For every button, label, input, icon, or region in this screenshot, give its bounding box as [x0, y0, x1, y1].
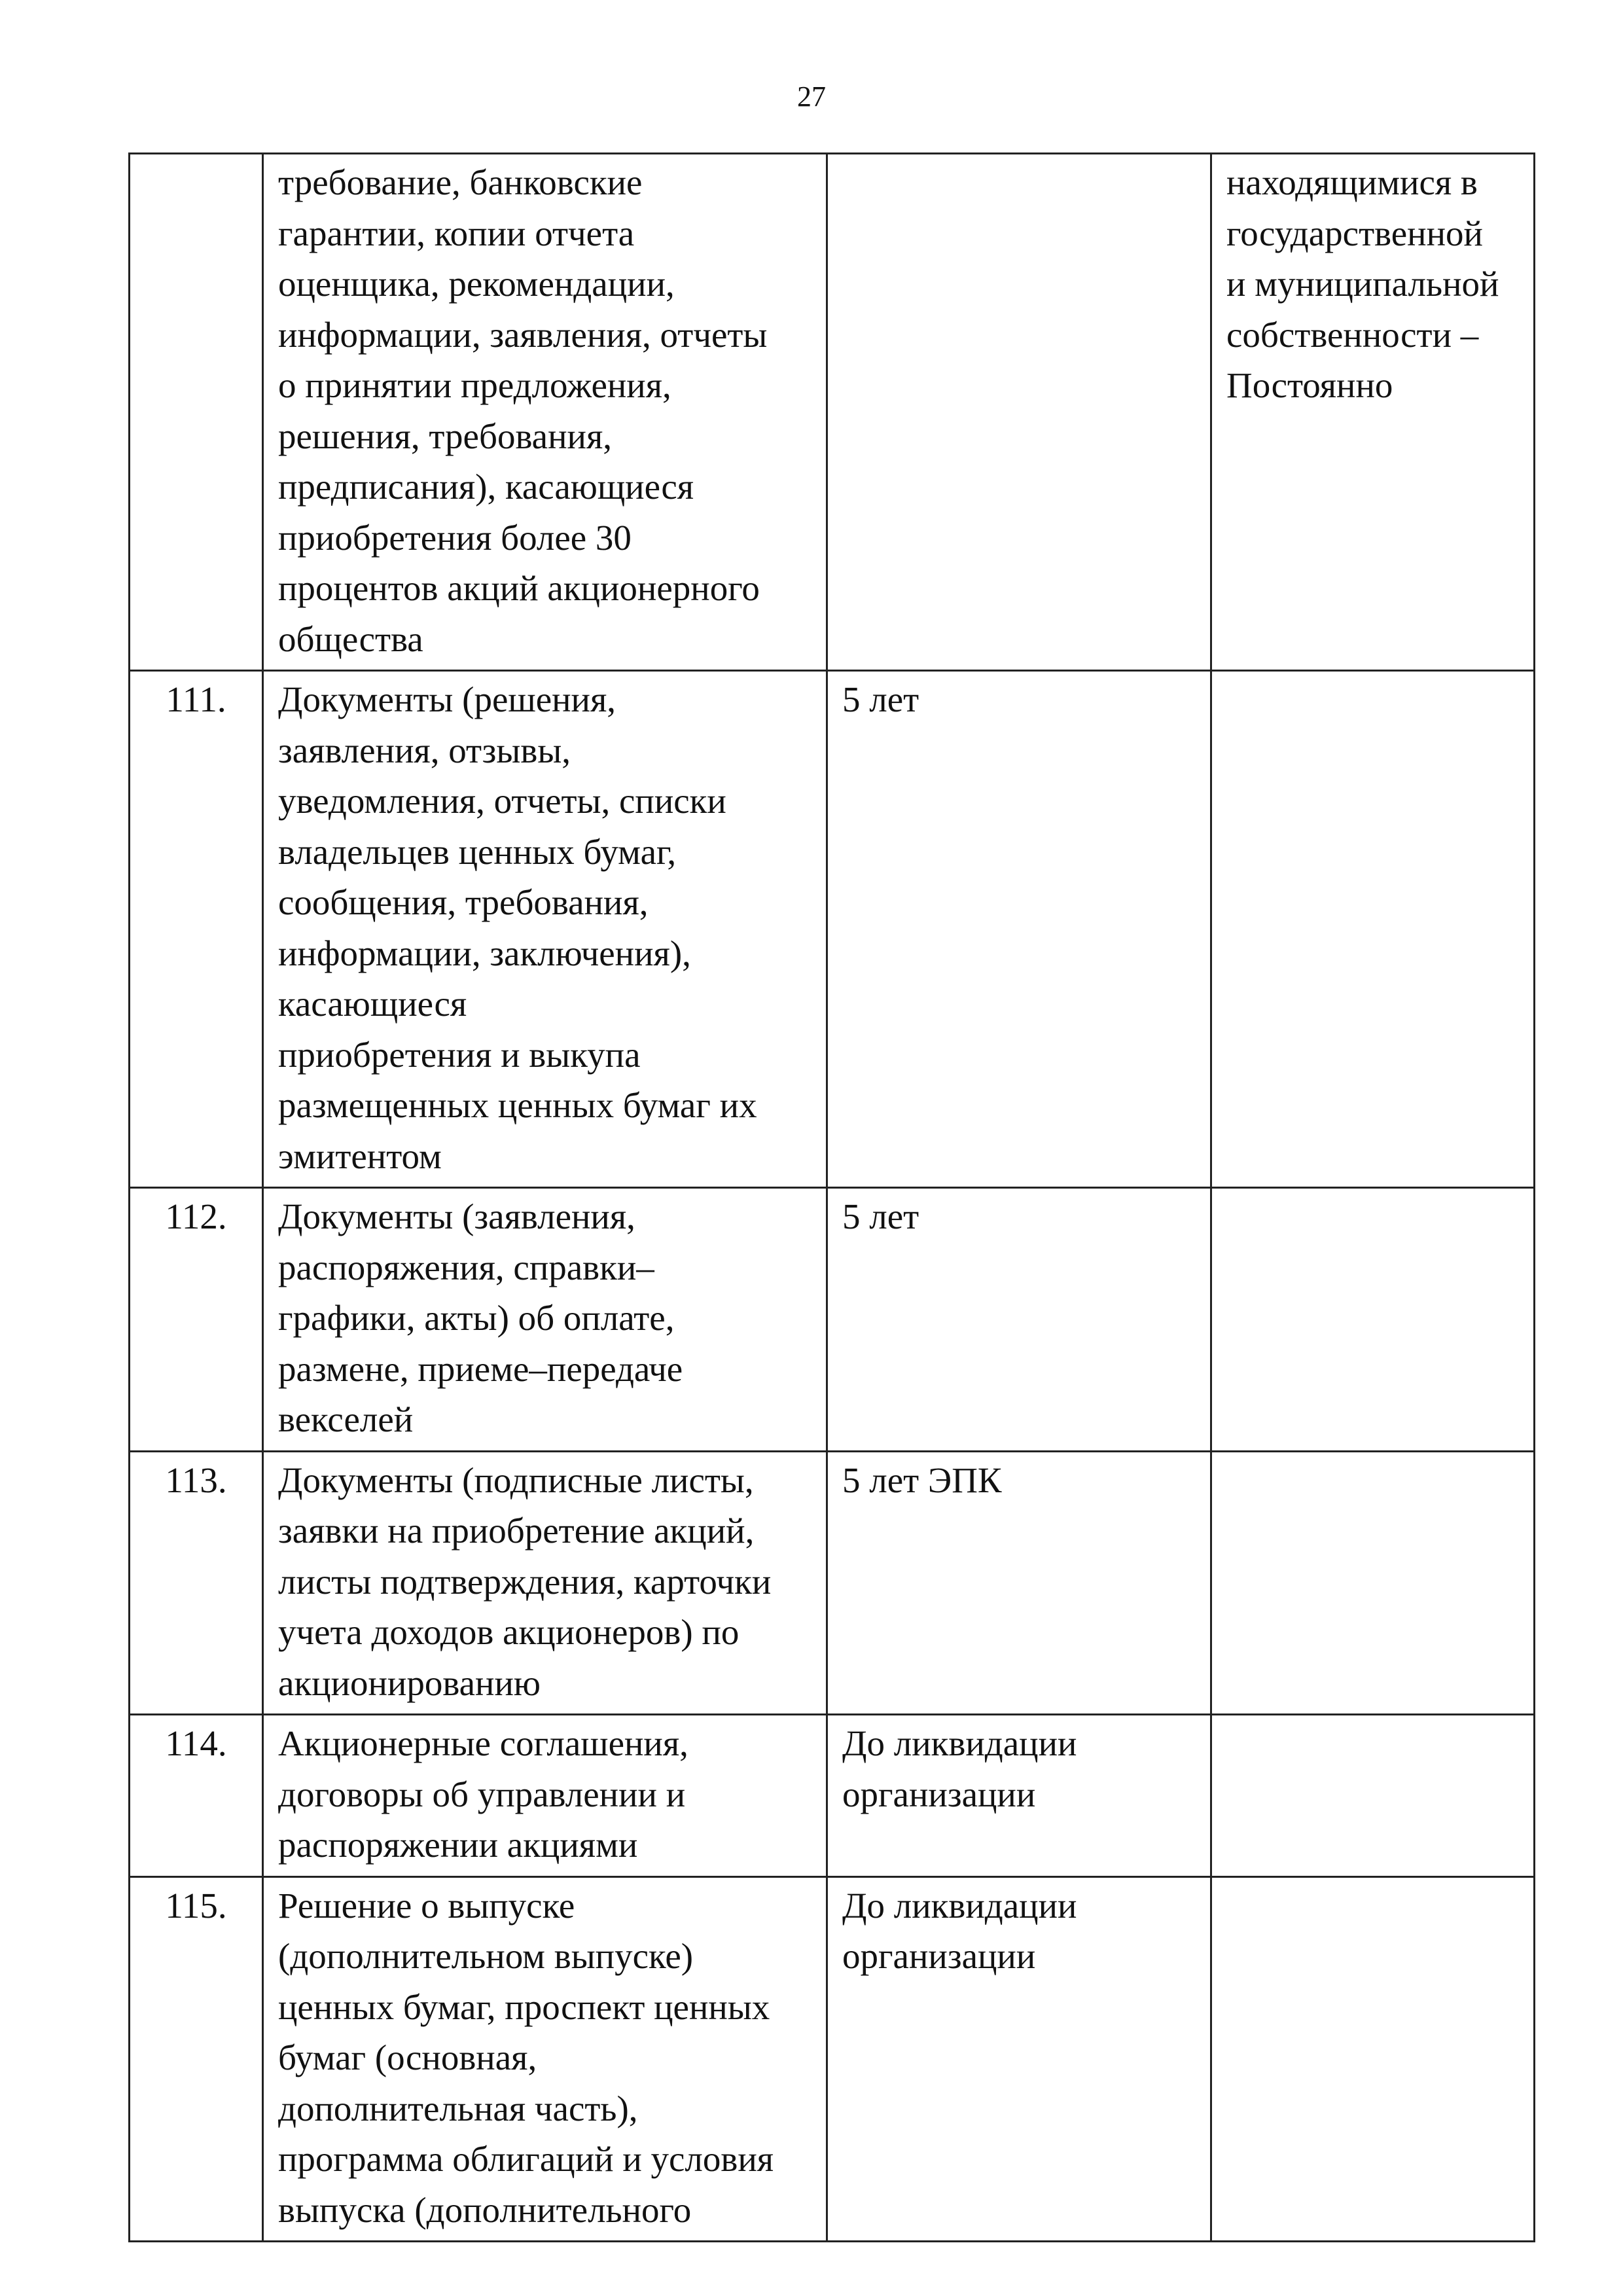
document-type-cell: Решение о выпуске (дополнительном выпуске) ценных бумаг, проспект ценных бумаг (основная, дополнительная часть), программа облигаций и условия выпуска (дополнительного: [263, 1876, 827, 2242]
table-row: [130, 1876, 1535, 2242]
page-number: 27: [797, 81, 826, 113]
table-row: [130, 1715, 1535, 1877]
row-number-cell: 112.: [130, 1188, 263, 1452]
retention-term-cell: До ликвидации организации: [827, 1715, 1211, 1877]
row-number-cell: 114.: [130, 1715, 263, 1877]
document-type-cell: Акционерные соглашения, договоры об управлении и распоряжении акциями: [263, 1715, 827, 1877]
row-number-cell: 111.: [130, 671, 263, 1188]
table-row: [130, 671, 1535, 1188]
note-cell: [1211, 1715, 1535, 1877]
note-cell: [1211, 1451, 1535, 1715]
document-type-cell: требование, банковские гарантии, копии отчета оценщика, рекомендации, информации, заявления, отчеты о принятии предложения, решения, требования, предписания), касающиеся приобретения более 30 процентов акций акционерного общества: [263, 154, 827, 671]
retention-schedule-table: [128, 152, 1535, 2242]
retention-term-cell: 5 лет: [827, 1188, 1211, 1452]
note-cell: [1211, 671, 1535, 1188]
retention-term-cell: 5 лет ЭПК: [827, 1451, 1211, 1715]
document-type-cell: Документы (заявления, распоряжения, справки– графики, акты) об оплате, размене, приеме–передаче векселей: [263, 1188, 827, 1452]
row-number-cell: [130, 154, 263, 671]
table-row: [130, 1188, 1535, 1452]
row-number-cell: 113.: [130, 1451, 263, 1715]
table-row: [130, 1451, 1535, 1715]
document-type-cell: Документы (решения, заявления, отзывы, уведомления, отчеты, списки владельцев ценных бумаг, сообщения, требования, информации, заключения), касающиеся приобретения и выкупа размещенных ценных бумаг их эмитентом: [263, 671, 827, 1188]
note-cell: находящимися в государственной и муниципальной собственности – Постоянно: [1211, 154, 1535, 671]
retention-term-cell: 5 лет: [827, 671, 1211, 1188]
note-cell: [1211, 1876, 1535, 2242]
retention-term-cell: [827, 154, 1211, 671]
document-type-cell: Документы (подписные листы, заявки на приобретение акций, листы подтверждения, карточки учета доходов акционеров) по акционированию: [263, 1451, 827, 1715]
retention-term-cell: До ликвидации организации: [827, 1876, 1211, 2242]
row-number-cell: 115.: [130, 1876, 263, 2242]
table-row: [130, 154, 1535, 671]
note-cell: [1211, 1188, 1535, 1452]
